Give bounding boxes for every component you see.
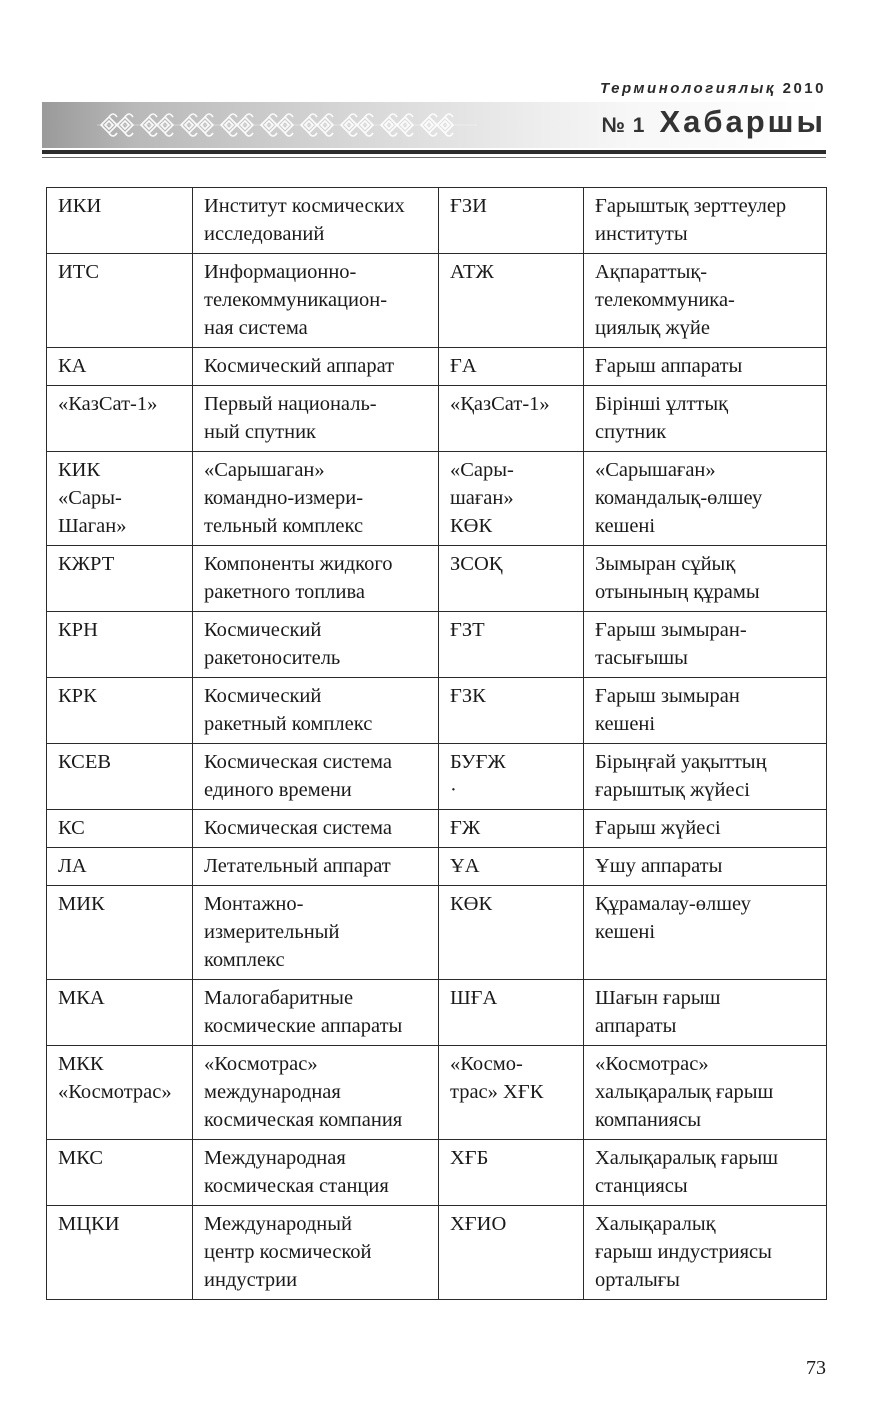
ru-abbreviation-cell: КА xyxy=(47,348,193,386)
header-rule-thin xyxy=(42,157,826,158)
ru-term-cell: Малогабаритные космические аппараты xyxy=(193,980,439,1046)
terms-table xyxy=(46,187,827,1300)
kz-term-cell: Ғарыш аппараты xyxy=(584,348,827,386)
table-row xyxy=(47,348,827,386)
ru-abbreviation-cell: МКА xyxy=(47,980,193,1046)
kz-abbreviation-cell: «Сары- шаған» КӨК xyxy=(439,452,584,546)
table-row xyxy=(47,1140,827,1206)
journal-title: Терминологиялық xyxy=(600,80,776,97)
ru-abbreviation-cell: «КазСат-1» xyxy=(47,386,193,452)
table-row xyxy=(47,848,827,886)
kz-abbreviation-cell: «Космо- трас» ХҒК xyxy=(439,1046,584,1140)
kz-abbreviation-cell: ҒЖ xyxy=(439,810,584,848)
ru-abbreviation-cell: ИТС xyxy=(47,254,193,348)
table-row xyxy=(47,546,827,612)
kz-abbreviation-cell: ХҒБ xyxy=(439,1140,584,1206)
ru-term-cell: Летательный аппарат xyxy=(193,848,439,886)
kz-abbreviation-cell: ҒЗК xyxy=(439,678,584,744)
ru-term-cell: Космическая система единого времени xyxy=(193,744,439,810)
kz-abbreviation-cell: ҒЗТ xyxy=(439,612,584,678)
kz-abbreviation-cell: «ҚазСат-1» xyxy=(439,386,584,452)
kz-abbreviation-cell: ҒЗИ xyxy=(439,188,584,254)
ru-term-cell: Космическая система xyxy=(193,810,439,848)
ru-abbreviation-cell: ЛА xyxy=(47,848,193,886)
ru-abbreviation-cell: КИК «Сары- Шаган» xyxy=(47,452,193,546)
ru-term-cell: Первый националь- ный спутник xyxy=(193,386,439,452)
ru-abbreviation-cell: КС xyxy=(47,810,193,848)
kz-term-cell: «Сарышаған» командалық-өлшеу кешені xyxy=(584,452,827,546)
kz-abbreviation-cell: КӨК xyxy=(439,886,584,980)
page-number: 73 xyxy=(806,1357,826,1379)
ru-term-cell: Международный центр космической индустрии xyxy=(193,1206,439,1300)
header-banner xyxy=(42,102,826,148)
kz-term-cell: Бірінші ұлттық спутник xyxy=(584,386,827,452)
kz-term-cell: Ғарыш зымыран- тасығышы xyxy=(584,612,827,678)
ru-abbreviation-cell: КРН xyxy=(47,612,193,678)
ru-term-cell: «Сарышаган» командно-измери- тельный комплекс xyxy=(193,452,439,546)
table-row xyxy=(47,810,827,848)
journal-header xyxy=(42,80,826,162)
kz-abbreviation-cell: ШҒА xyxy=(439,980,584,1046)
ru-abbreviation-cell: МЦКИ xyxy=(47,1206,193,1300)
kz-abbreviation-cell: ҰА xyxy=(439,848,584,886)
table-row xyxy=(47,744,827,810)
kz-abbreviation-cell: ХҒИО xyxy=(439,1206,584,1300)
table-row xyxy=(47,980,827,1046)
ru-term-cell: Монтажно- измерительный комплекс xyxy=(193,886,439,980)
kz-abbreviation-cell: АТЖ xyxy=(439,254,584,348)
ru-abbreviation-cell: МКС xyxy=(47,1140,193,1206)
header-rule-thick xyxy=(42,150,826,154)
table-row xyxy=(47,612,827,678)
ru-term-cell: «Космотрас» международная космическая компания xyxy=(193,1046,439,1140)
table-row xyxy=(47,452,827,546)
ru-abbreviation-cell: ИКИ xyxy=(47,188,193,254)
ru-term-cell: Компоненты жидкого ракетного топлива xyxy=(193,546,439,612)
ru-abbreviation-cell: МИК xyxy=(47,886,193,980)
ru-term-cell: Космический ракетный комплекс xyxy=(193,678,439,744)
kz-abbreviation-cell: БУҒЖ · xyxy=(439,744,584,810)
table-row xyxy=(47,386,827,452)
ru-abbreviation-cell: МКК «Космотрас» xyxy=(47,1046,193,1140)
table-row xyxy=(47,678,827,744)
journal-year: 2010 xyxy=(782,80,826,97)
table-row xyxy=(47,886,827,980)
ru-term-cell: Международная космическая станция xyxy=(193,1140,439,1206)
journal-title-line xyxy=(600,80,826,97)
kz-term-cell: Шағын ғарыш аппараты xyxy=(584,980,827,1046)
kz-term-cell: Бірыңғай уақыттың ғарыштық жүйесі xyxy=(584,744,827,810)
ru-term-cell: Информационно- телекоммуникацион- ная система xyxy=(193,254,439,348)
issue-number: № 1 xyxy=(601,114,646,137)
kz-term-cell: Халықаралық ғарыш станциясы xyxy=(584,1140,827,1206)
ru-term-cell: Институт космических исследований xyxy=(193,188,439,254)
ru-abbreviation-cell: КСЕВ xyxy=(47,744,193,810)
terms-table-body xyxy=(47,188,827,1300)
ru-term-cell: Космический ракетоноситель xyxy=(193,612,439,678)
kz-term-cell: Ұшу аппараты xyxy=(584,848,827,886)
journal-name: Хабаршы xyxy=(659,104,826,139)
table-row xyxy=(47,188,827,254)
table-row xyxy=(47,1206,827,1300)
ru-term-cell: Космический аппарат xyxy=(193,348,439,386)
kz-abbreviation-cell: ЗСОҚ xyxy=(439,546,584,612)
ru-abbreviation-cell: КРК xyxy=(47,678,193,744)
kz-term-cell: Зымыран сұйық отынының құрамы xyxy=(584,546,827,612)
kz-term-cell: Ғарыштық зерттеулер институты xyxy=(584,188,827,254)
kz-term-cell: «Космотрас» халықаралық ғарыш компаниясы xyxy=(584,1046,827,1140)
kz-term-cell: Ғарыш жүйесі xyxy=(584,810,827,848)
issue-label xyxy=(602,104,827,140)
kz-term-cell: Ғарыш зымыран кешені xyxy=(584,678,827,744)
kz-abbreviation-cell: ҒА xyxy=(439,348,584,386)
kz-term-cell: Құрамалау-өлшеу кешені xyxy=(584,886,827,980)
ru-abbreviation-cell: КЖРТ xyxy=(47,546,193,612)
table-row xyxy=(47,254,827,348)
ornament-pattern xyxy=(97,109,477,141)
table-row xyxy=(47,1046,827,1140)
kz-term-cell: Халықаралық ғарыш индустриясы орталығы xyxy=(584,1206,827,1300)
kz-term-cell: Ақпараттық- телекоммуника- циялық жүйе xyxy=(584,254,827,348)
